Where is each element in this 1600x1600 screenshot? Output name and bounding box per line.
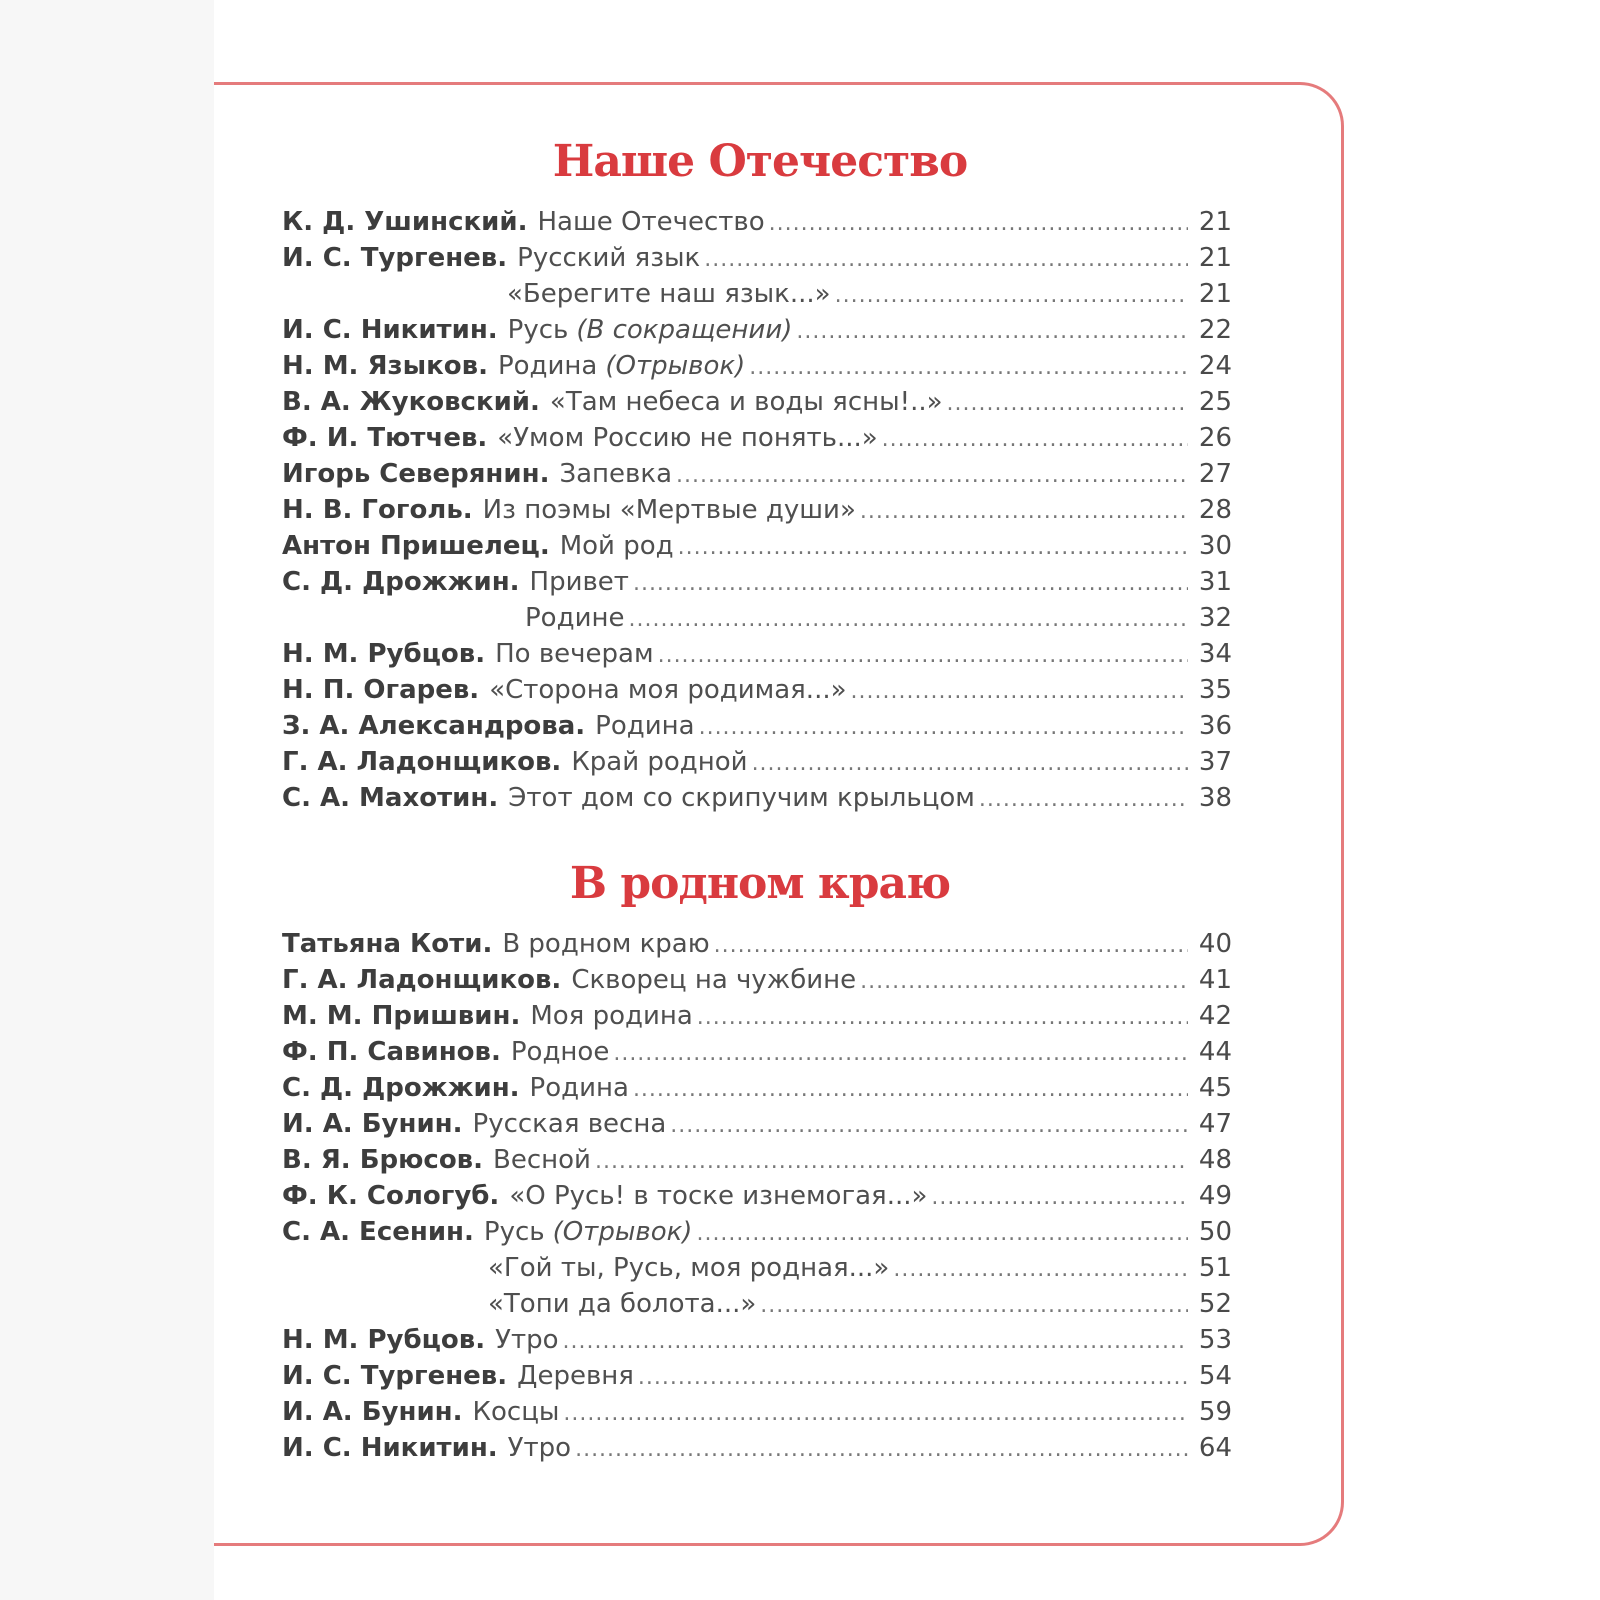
toc-entry[interactable] [282,1178,1232,1214]
dot-leader [893,1252,1188,1286]
entry-page: 44 [1198,1037,1232,1067]
toc-entry[interactable] [282,564,1232,600]
entry-author: Ф. И. Тютчев. [282,423,488,453]
dot-leader [796,314,1188,348]
dot-leader [628,602,1188,636]
toc-entry[interactable] [282,1394,1232,1430]
dot-leader [860,494,1188,528]
toc-entry[interactable] [282,998,1232,1034]
toc-entry[interactable] [282,1322,1232,1358]
entry-title: Родина [497,351,598,381]
dot-leader [670,1108,1188,1142]
section-title-v-rodnom-krayu: В родном краю [569,858,951,909]
toc-entry[interactable] [282,456,1232,492]
entry-title: Скворец на чужбине [571,965,857,995]
entry-author: Н. В. Гоголь. [282,495,473,525]
entry-page: 45 [1198,1073,1232,1103]
dot-leader [595,1144,1188,1178]
entry-author: Н. М. Языков. [282,351,488,381]
entry-note: (Отрывок) [605,351,746,381]
entry-title: Мой род [559,531,674,561]
entry-author: З. А. Александрова. [282,711,586,741]
entry-page: 35 [1198,675,1232,705]
toc-entry[interactable] [282,1142,1232,1178]
dot-leader [882,422,1188,456]
entry-author: Ф. П. Савинов. [282,1037,501,1067]
entry-page: 27 [1198,459,1232,489]
dot-leader [760,1288,1188,1322]
entry-title: Из поэмы «Мертвые души» [482,495,856,525]
dot-leader [563,1396,1188,1430]
entry-author: С. А. Махотин. [282,783,499,813]
entry-page: 30 [1198,531,1232,561]
entry-author: И. С. Тургенев. [282,243,508,273]
entry-title: «Сторона моя родимая...» [489,675,847,705]
entry-title: Весной [493,1145,591,1175]
dot-leader [678,530,1188,564]
entry-author: И. С. Никитин. [282,1433,498,1463]
entry-note: (В сокращении) [576,315,793,345]
entry-title: Родине [525,603,625,633]
dot-leader [860,964,1188,998]
entry-page: 32 [1198,603,1232,633]
dot-leader [769,206,1188,240]
page-gutter [0,0,214,1600]
entry-title: «О Русь! в тоске изнемогая...» [509,1181,928,1211]
dot-leader [699,710,1188,744]
entry-title: «Берегите наш язык...» [507,279,831,309]
entry-author: М. М. Пришвин. [282,1001,521,1031]
entry-page: 28 [1198,495,1232,525]
dot-leader [658,638,1188,672]
entry-author: Г. А. Ладонщиков. [282,747,562,777]
dot-leader [697,1000,1188,1034]
entry-page: 41 [1198,965,1232,995]
entry-title: Русь [507,315,569,345]
entry-author: Ф. К. Сологуб. [282,1181,500,1211]
entry-page: 37 [1198,747,1232,777]
entry-title: Утро [495,1325,559,1355]
entry-author: С. Д. Дрожжин. [282,1073,520,1103]
entry-title: «Топи да болота...» [488,1289,757,1319]
entry-author: Антон Пришелец. [282,531,550,561]
entry-page: 38 [1198,783,1232,813]
entry-author: Игорь Северянин. [282,459,550,489]
entry-title: Привет [529,567,629,597]
toc-entry[interactable] [282,240,1232,276]
toc-entry[interactable] [282,1286,1232,1322]
toc-entry[interactable] [282,420,1232,456]
dot-leader [931,1180,1188,1214]
toc-entry[interactable] [282,492,1232,528]
toc-entry[interactable] [282,348,1232,384]
toc-entry[interactable] [282,744,1232,780]
toc-entry[interactable] [282,312,1232,348]
entry-page: 22 [1198,315,1232,345]
dot-leader [947,386,1188,420]
entry-title: Родина [529,1073,629,1103]
toc-list-section-1 [282,204,1232,816]
entry-author: Г. А. Ладонщиков. [282,965,562,995]
entry-title: Край родной [571,747,748,777]
entry-page: 21 [1198,243,1232,273]
toc-entry[interactable] [282,636,1232,672]
dot-leader [633,1072,1188,1106]
dot-leader [714,928,1188,962]
entry-page: 51 [1198,1253,1232,1283]
entry-page: 64 [1198,1433,1232,1463]
entry-author: С. Д. Дрожжин. [282,567,520,597]
entry-page: 54 [1198,1361,1232,1391]
dot-leader [749,350,1188,384]
toc-list-section-2 [282,926,1232,1466]
entry-page: 24 [1198,351,1232,381]
dot-leader [575,1432,1188,1466]
dot-leader [752,746,1188,780]
entry-author: Н. М. Рубцов. [282,1325,486,1355]
entry-author: К. Д. Ушинский. [282,207,528,237]
entry-page: 59 [1198,1397,1232,1427]
entry-title: Деревня [517,1361,634,1391]
entry-page: 48 [1198,1145,1232,1175]
toc-entry[interactable] [282,1106,1232,1142]
toc-entry[interactable] [282,1214,1232,1250]
entry-title: Русь [483,1217,545,1247]
entry-author: Н. П. Огарев. [282,675,480,705]
dot-leader [851,674,1188,708]
entry-page: 53 [1198,1325,1232,1355]
entry-title: Моя родина [530,1001,693,1031]
entry-author: И. С. Тургенев. [282,1361,508,1391]
entry-author: В. Я. Брюсов. [282,1145,484,1175]
entry-title: Русский язык [517,243,701,273]
toc-entry[interactable] [282,276,1232,312]
toc-entry[interactable] [282,962,1232,998]
entry-note: (Отрывок) [552,1217,693,1247]
entry-author: С. А. Есенин. [282,1217,474,1247]
dot-leader [613,1036,1188,1070]
entry-title: По вечерам [495,639,654,669]
toc-entry[interactable] [282,926,1232,962]
toc-entry[interactable] [282,384,1232,420]
toc-entry[interactable] [282,672,1232,708]
entry-title: «Гой ты, Русь, моя родная...» [488,1253,890,1283]
entry-title: «Там небеса и воды ясны!..» [549,387,943,417]
entry-title: Русская весна [472,1109,667,1139]
dot-leader [563,1324,1188,1358]
entry-page: 31 [1198,567,1232,597]
entry-title: Наше Отечество [537,207,765,237]
dot-leader [638,1360,1188,1394]
toc-entry[interactable] [282,708,1232,744]
entry-page: 52 [1198,1289,1232,1319]
dot-leader [633,566,1188,600]
entry-page: 36 [1198,711,1232,741]
entry-title: В родном краю [502,929,710,959]
entry-page: 42 [1198,1001,1232,1031]
entry-page: 49 [1198,1181,1232,1211]
entry-page: 21 [1198,279,1232,309]
entry-author: В. А. Жуковский. [282,387,540,417]
entry-author: И. С. Никитин. [282,315,498,345]
toc-entry[interactable] [282,600,1232,636]
dot-leader [696,1216,1188,1250]
entry-title: Запевка [559,459,673,489]
entry-title: Утро [507,1433,572,1463]
dot-leader [979,782,1188,816]
toc-entry[interactable] [282,1070,1232,1106]
entry-author: Татьяна Коти. [282,929,493,959]
toc-entry[interactable] [282,1430,1232,1466]
entry-title: Косцы [472,1397,560,1427]
entry-title: Этот дом со скрипучим крыльцом [508,783,975,813]
entry-title: Родина [595,711,695,741]
entry-page: 40 [1198,929,1232,959]
dot-leader [704,242,1188,276]
entry-author: И. А. Бунин. [282,1397,463,1427]
entry-page: 25 [1198,387,1232,417]
entry-author: Н. М. Рубцов. [282,639,486,669]
entry-title: «Умом Россию не понять...» [497,423,878,453]
toc-entry[interactable] [282,780,1232,816]
entry-title: Родное [510,1037,610,1067]
toc-entry[interactable] [282,204,1232,240]
toc-entry[interactable] [282,1250,1232,1286]
toc-entry[interactable] [282,1358,1232,1394]
dot-leader [835,278,1188,312]
entry-page: 47 [1198,1109,1232,1139]
entry-page: 50 [1198,1217,1232,1247]
dot-leader [676,458,1188,492]
entry-page: 21 [1198,207,1232,237]
toc-entry[interactable] [282,1034,1232,1070]
toc-entry[interactable] [282,528,1232,564]
entry-author: И. А. Бунин. [282,1109,463,1139]
section-title-nashe-otechestvo: Наше Отечество [552,136,968,187]
entry-page: 26 [1198,423,1232,453]
entry-page: 34 [1198,639,1232,669]
